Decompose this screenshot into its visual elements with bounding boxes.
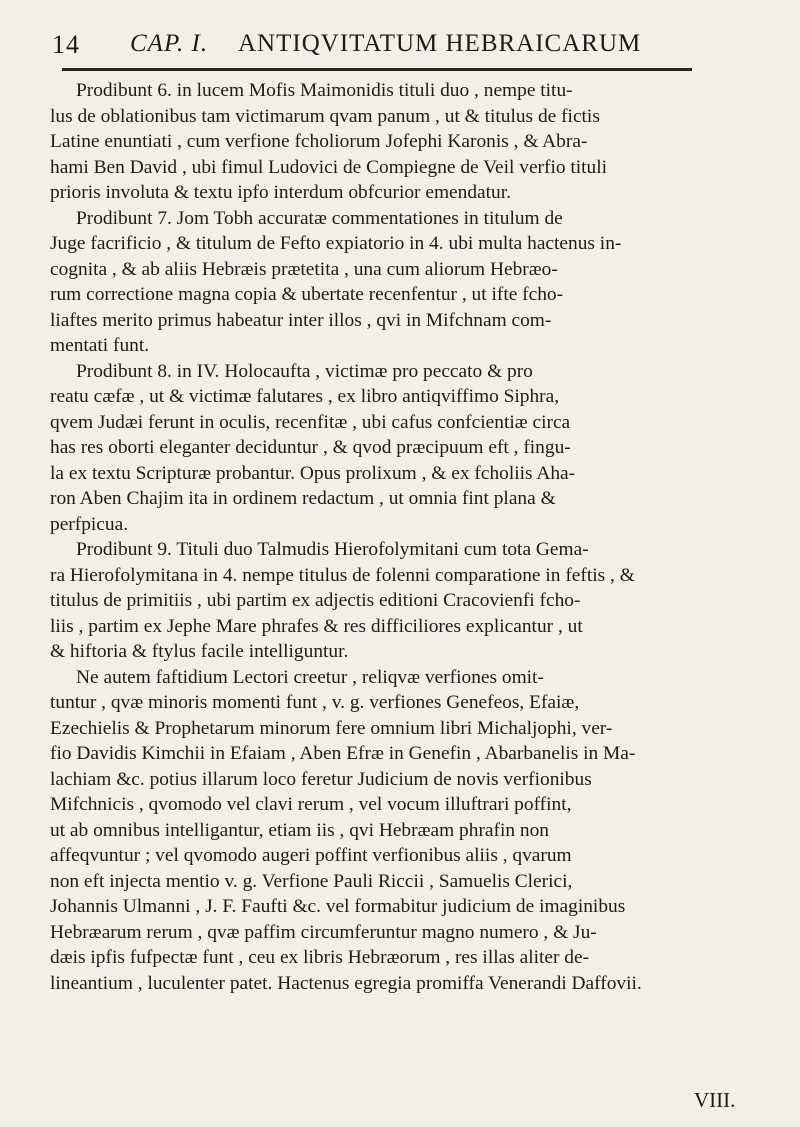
paragraph-ne-autem: [50, 665, 696, 997]
text-line: Juge facrificio , & titulum de Fefto expiatorio in 4. ubi multa hactenus in-: [50, 233, 622, 254]
page-header: [52, 26, 692, 70]
text-line: Hebræarum rerum , qvæ paffim circumferuntur magno numero , & Ju-: [50, 921, 597, 943]
text-line: Prodibunt 9. Tituli duo Talmudis Hierofolymitani cum tota Gema-: [76, 539, 589, 560]
text-line: ra Hierofolymitana in 4. nempe titulus de folenni comparatione in feftis , &: [50, 564, 635, 586]
text-line: non eft injecta mentio v. g. Verfione Pauli Riccii , Samuelis Clerici,: [50, 870, 573, 892]
text-line: Ne autem faftidium Lectori creetur , reliqvæ verfiones omit-: [76, 666, 544, 688]
text-line: lus de oblationibus tam victimarum qvam panum , ut & titulus de fictis: [50, 105, 600, 127]
text-line: affeqvuntur ; vel qvomodo augeri poffint verfionibus aliis , qvarum: [50, 845, 572, 866]
paragraph-prodibunt-6: [50, 78, 696, 206]
text-line: liaftes merito primus habeatur inter illos , qvi in Mifchnam com-: [50, 309, 552, 331]
paragraph-prodibunt-8: [50, 359, 696, 538]
text-line: Mifchnicis , qvomodo vel clavi rerum , vel vocum illuftrari poffint,: [50, 794, 572, 815]
text-line: & hiftoria & ftylus facile intelliguntur.: [50, 641, 349, 662]
text-line: reatu cæfæ , ut & victimæ falutares , ex libro antiqviffimo Siphra,: [50, 386, 560, 407]
running-title: ANTIQVITATUM HEBRAICARUM: [238, 30, 642, 57]
text-line: prioris involuta & textu ipfo interdum obfcurior emendatur.: [50, 182, 511, 203]
text-line: dæis ipfis fufpectæ funt , ceu ex libris Hebræorum , res illas aliter de-: [50, 947, 590, 968]
text-line: ut ab omnibus intelligantur, etiam iis , qvi Hebræam phrafin non: [50, 819, 549, 841]
paragraph-prodibunt-9: [50, 537, 696, 665]
text-line: Ezechielis & Prophetarum minorum fere omnium libri Michaljophi, ver-: [50, 717, 613, 739]
chapter-label: CAP. I.: [130, 30, 209, 57]
text-line: tuntur , qvæ minoris momenti funt , v. g. verfiones Genefeos, Efaiæ,: [50, 692, 580, 713]
header-rule: [62, 68, 692, 71]
text-line: titulus de primitiis , ubi partim ex adjectis editioni Cracovienfi fcho-: [50, 590, 581, 611]
text-line: Prodibunt 7. Jom Tobh accuratæ commentationes in titulum de: [76, 207, 563, 229]
text-line: Prodibunt 8. in IV. Holocaufta , victimæ pro peccato & pro: [76, 360, 533, 382]
text-line: cognita , & ab aliis Hebræis prætetita , una cum aliorum Hebræo-: [50, 258, 558, 280]
text-line: Prodibunt 6. in lucem Mofis Maimonidis tituli duo , nempe titu-: [76, 80, 573, 101]
text-line: perfpicua.: [50, 513, 129, 535]
text-line: hami Ben David , ubi fimul Ludovici de Compiegne de Veil verfio tituli: [50, 156, 608, 178]
text-line: lachiam &c. potius illarum loco feretur Judicium de novis verfionibus: [50, 768, 592, 790]
paragraph-prodibunt-7: [50, 206, 696, 359]
page-number: 14: [52, 30, 80, 59]
body-text: [50, 78, 696, 996]
text-line: rum correctione magna copia & ubertate recenfentur , ut ifte fcho-: [50, 284, 564, 305]
text-line: Latine enuntiati , cum verfione fcholiorum Jofephi Karonis , & Abra-: [50, 131, 588, 152]
text-line: Johannis Ulmanni , J. F. Faufti &c. vel formabitur judicium de imaginibus: [50, 896, 626, 917]
text-line: fio Davidis Kimchii in Efaiam , Aben Efræ in Genefin , Abarbanelis in Ma-: [50, 743, 636, 764]
text-line: liis , partim ex Jephe Mare phrafes & res difficiliores explicantur , ut: [50, 615, 583, 637]
text-line: has res oborti eleganter deciduntur , & qvod præcipuum eft , fingu-: [50, 437, 571, 458]
text-line: la ex textu Scripturæ probantur. Opus prolixum , & ex fcholiis Aha-: [50, 462, 576, 484]
text-line: mentati funt.: [50, 335, 150, 356]
catchword: VIII.: [694, 1088, 736, 1112]
text-line: ron Aben Chajim ita in ordinem redactum , ut omnia fint plana &: [50, 488, 556, 509]
text-line: lineantium , luculenter patet. Hactenus egregia promiffa Venerandi Daffovii.: [50, 972, 642, 994]
text-line: qvem Judæi ferunt in oculis, recenfitæ , ubi cafus confcientiæ circa: [50, 411, 571, 433]
